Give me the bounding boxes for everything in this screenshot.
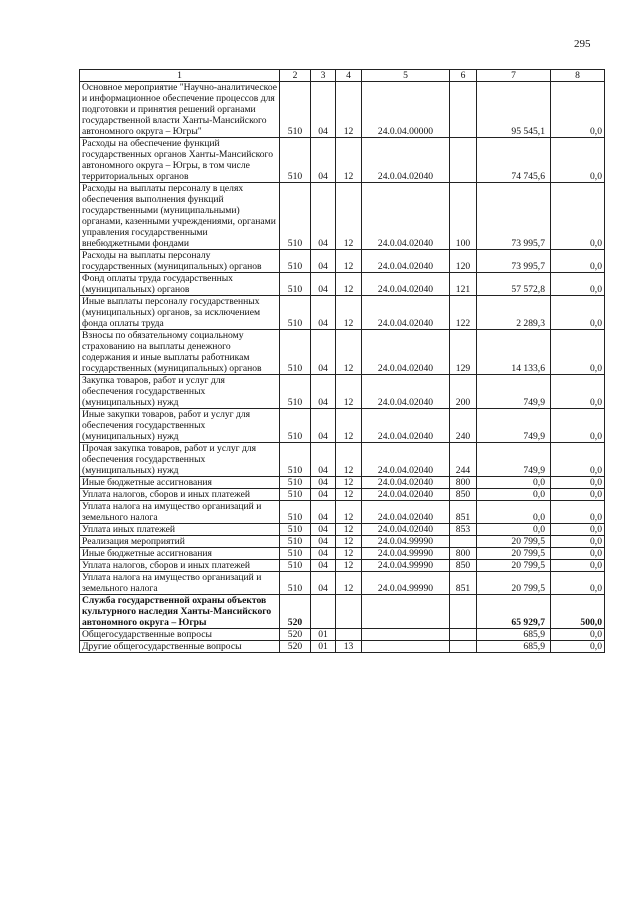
cell-code-target: 24.0.04.02040	[362, 524, 450, 536]
cell-amount: 0,0	[477, 501, 551, 524]
cell-code-subsection: 12	[336, 409, 362, 443]
cell-amount: 749,9	[477, 443, 551, 477]
cell-amount: 14 133,6	[477, 330, 551, 375]
cell-code-main: 510	[280, 548, 311, 560]
table-row	[80, 330, 605, 375]
cell-amount: 2 289,3	[477, 296, 551, 330]
cell-code-target: 24.0.04.02040	[362, 250, 450, 273]
table-row	[80, 477, 605, 489]
cell-amount: 73 995,7	[477, 183, 551, 250]
cell-code-section: 04	[311, 296, 336, 330]
cell-amount-extra: 0,0	[551, 560, 605, 572]
cell-code-target: 24.0.04.02040	[362, 489, 450, 501]
cell-code-expense: 120	[450, 250, 477, 273]
cell-amount: 73 995,7	[477, 250, 551, 273]
cell-code-target	[362, 595, 450, 629]
cell-code-expense: 850	[450, 560, 477, 572]
cell-amount: 685,9	[477, 629, 551, 641]
table-row	[80, 629, 605, 641]
cell-code-target: 24.0.04.02040	[362, 330, 450, 375]
cell-amount: 65 929,7	[477, 595, 551, 629]
cell-code-expense: 244	[450, 443, 477, 477]
cell-name: Фонд оплаты труда государственных (муниципальных) органов	[80, 273, 280, 296]
column-header: 4	[336, 70, 362, 82]
cell-code-main: 510	[280, 477, 311, 489]
cell-code-section: 04	[311, 443, 336, 477]
cell-amount-extra: 0,0	[551, 477, 605, 489]
cell-code-target: 24.0.04.02040	[362, 375, 450, 409]
cell-code-subsection	[336, 595, 362, 629]
column-header: 8	[551, 70, 605, 82]
cell-amount: 0,0	[477, 477, 551, 489]
table-row	[80, 443, 605, 477]
cell-code-section: 04	[311, 183, 336, 250]
cell-code-target: 24.0.04.00000	[362, 82, 450, 138]
cell-amount-extra: 0,0	[551, 375, 605, 409]
cell-code-target: 24.0.04.99990	[362, 572, 450, 595]
cell-code-main: 510	[280, 273, 311, 296]
cell-amount: 0,0	[477, 524, 551, 536]
cell-code-expense: 240	[450, 409, 477, 443]
cell-amount-extra: 0,0	[551, 330, 605, 375]
cell-amount: 57 572,8	[477, 273, 551, 296]
cell-code-subsection: 12	[336, 138, 362, 183]
cell-code-expense: 850	[450, 489, 477, 501]
table-body	[80, 82, 605, 653]
cell-code-target: 24.0.04.02040	[362, 183, 450, 250]
cell-amount-extra: 0,0	[551, 524, 605, 536]
cell-code-main: 510	[280, 82, 311, 138]
cell-code-target	[362, 629, 450, 641]
cell-code-subsection: 12	[336, 477, 362, 489]
cell-code-section: 04	[311, 524, 336, 536]
cell-name: Иные бюджетные ассигнования	[80, 548, 280, 560]
cell-code-target: 24.0.04.99990	[362, 536, 450, 548]
cell-code-section: 04	[311, 560, 336, 572]
cell-code-expense: 851	[450, 501, 477, 524]
cell-amount-extra: 500,0	[551, 595, 605, 629]
cell-name: Уплата налогов, сборов и иных платежей	[80, 489, 280, 501]
cell-code-subsection: 12	[336, 501, 362, 524]
cell-code-main: 510	[280, 296, 311, 330]
cell-code-main: 510	[280, 138, 311, 183]
cell-code-expense	[450, 595, 477, 629]
table-row	[80, 548, 605, 560]
cell-amount-extra: 0,0	[551, 489, 605, 501]
column-header: 3	[311, 70, 336, 82]
cell-code-expense	[450, 82, 477, 138]
cell-name: Иные закупки товаров, работ и услуг для обеспечения государственных (муниципальных) нужд	[80, 409, 280, 443]
cell-code-section: 04	[311, 330, 336, 375]
cell-code-target: 24.0.04.99990	[362, 560, 450, 572]
cell-code-target: 24.0.04.02040	[362, 409, 450, 443]
cell-amount-extra: 0,0	[551, 82, 605, 138]
cell-name: Расходы на выплаты персоналу государственных (муниципальных) органов	[80, 250, 280, 273]
table-row	[80, 489, 605, 501]
cell-code-expense: 121	[450, 273, 477, 296]
cell-code-expense	[450, 536, 477, 548]
cell-name: Закупка товаров, работ и услуг для обеспечения государственных (муниципальных) нужд	[80, 375, 280, 409]
cell-code-main: 510	[280, 536, 311, 548]
cell-amount: 749,9	[477, 375, 551, 409]
table-row	[80, 595, 605, 629]
table-row	[80, 138, 605, 183]
cell-amount-extra: 0,0	[551, 273, 605, 296]
cell-amount: 95 545,1	[477, 82, 551, 138]
cell-code-expense: 100	[450, 183, 477, 250]
table-row	[80, 560, 605, 572]
cell-code-subsection: 12	[336, 375, 362, 409]
column-header: 6	[450, 70, 477, 82]
cell-code-expense: 851	[450, 572, 477, 595]
column-header: 2	[280, 70, 311, 82]
cell-code-section: 04	[311, 250, 336, 273]
cell-code-section: 04	[311, 375, 336, 409]
cell-code-section: 04	[311, 82, 336, 138]
cell-code-subsection: 12	[336, 443, 362, 477]
cell-amount-extra: 0,0	[551, 501, 605, 524]
cell-name: Реализация мероприятий	[80, 536, 280, 548]
cell-name: Уплата налогов, сборов и иных платежей	[80, 560, 280, 572]
cell-amount-extra: 0,0	[551, 548, 605, 560]
table-row	[80, 375, 605, 409]
cell-code-main: 510	[280, 501, 311, 524]
cell-code-section: 04	[311, 138, 336, 183]
table-row	[80, 572, 605, 595]
cell-code-section: 04	[311, 409, 336, 443]
column-header: 1	[80, 70, 280, 82]
cell-amount-extra: 0,0	[551, 296, 605, 330]
cell-code-main: 510	[280, 250, 311, 273]
cell-code-target	[362, 641, 450, 653]
cell-name: Уплата налога на имущество организаций и земельного налога	[80, 572, 280, 595]
cell-code-expense: 800	[450, 548, 477, 560]
cell-amount: 685,9	[477, 641, 551, 653]
cell-code-expense	[450, 629, 477, 641]
cell-name: Иные бюджетные ассигнования	[80, 477, 280, 489]
cell-name: Общегосударственные вопросы	[80, 629, 280, 641]
cell-name: Уплата налога на имущество организаций и земельного налога	[80, 501, 280, 524]
cell-amount: 20 799,5	[477, 536, 551, 548]
cell-code-section: 01	[311, 629, 336, 641]
cell-name: Другие общегосударственные вопросы	[80, 641, 280, 653]
cell-amount-extra: 0,0	[551, 572, 605, 595]
cell-code-section: 04	[311, 536, 336, 548]
cell-name: Взносы по обязательному социальному страхованию на выплаты денежного содержания и иные выплаты работникам государственных (муниципальных) органов	[80, 330, 280, 375]
table-row	[80, 641, 605, 653]
cell-code-main: 510	[280, 524, 311, 536]
cell-code-subsection: 12	[336, 296, 362, 330]
cell-name: Расходы на обеспечение функций государственных органов Ханты-Мансийского автономного округа – Югры, в том числе территориальных органов	[80, 138, 280, 183]
cell-code-subsection: 12	[336, 250, 362, 273]
cell-code-section: 04	[311, 548, 336, 560]
cell-code-section: 01	[311, 641, 336, 653]
cell-code-main: 520	[280, 629, 311, 641]
page-number: 295	[574, 38, 591, 50]
cell-code-subsection	[336, 629, 362, 641]
cell-code-subsection: 12	[336, 183, 362, 250]
cell-code-section: 04	[311, 489, 336, 501]
cell-code-subsection: 12	[336, 536, 362, 548]
cell-name: Уплата иных платежей	[80, 524, 280, 536]
cell-code-section	[311, 595, 336, 629]
cell-code-expense: 129	[450, 330, 477, 375]
cell-code-main: 510	[280, 560, 311, 572]
cell-code-subsection: 12	[336, 572, 362, 595]
cell-code-target: 24.0.04.02040	[362, 477, 450, 489]
cell-name: Основное мероприятие "Научно-аналитическое и информационное обеспечение процессов для подготовки и принятия решений органами государственной власти Ханты-Мансийского автономного округа – Югры"	[80, 82, 280, 138]
cell-code-subsection: 12	[336, 489, 362, 501]
cell-amount-extra: 0,0	[551, 138, 605, 183]
table-row	[80, 536, 605, 548]
cell-code-target: 24.0.04.02040	[362, 296, 450, 330]
cell-amount-extra: 0,0	[551, 629, 605, 641]
cell-code-main: 510	[280, 443, 311, 477]
cell-code-subsection: 12	[336, 82, 362, 138]
cell-amount-extra: 0,0	[551, 536, 605, 548]
table-row	[80, 183, 605, 250]
cell-code-target: 24.0.04.02040	[362, 138, 450, 183]
cell-code-target: 24.0.04.02040	[362, 443, 450, 477]
cell-code-section: 04	[311, 273, 336, 296]
cell-code-expense: 122	[450, 296, 477, 330]
cell-code-main: 510	[280, 572, 311, 595]
cell-code-section: 04	[311, 572, 336, 595]
table-row	[80, 250, 605, 273]
cell-amount: 0,0	[477, 489, 551, 501]
cell-code-main: 510	[280, 375, 311, 409]
cell-name: Служба государственной охраны объектов культурного наследия Ханты-Мансийского автономного округа – Югры	[80, 595, 280, 629]
table-row	[80, 409, 605, 443]
cell-code-subsection: 12	[336, 548, 362, 560]
cell-code-main: 520	[280, 641, 311, 653]
budget-table	[79, 69, 605, 653]
cell-code-main: 510	[280, 489, 311, 501]
cell-code-expense: 200	[450, 375, 477, 409]
cell-code-section: 04	[311, 477, 336, 489]
cell-amount: 20 799,5	[477, 560, 551, 572]
cell-code-target: 24.0.04.99990	[362, 548, 450, 560]
cell-code-expense	[450, 641, 477, 653]
cell-amount-extra: 0,0	[551, 183, 605, 250]
cell-amount-extra: 0,0	[551, 409, 605, 443]
cell-name: Прочая закупка товаров, работ и услуг для обеспечения государственных (муниципальных) нужд	[80, 443, 280, 477]
cell-name: Расходы на выплаты персоналу в целях обеспечения выполнения функций государственными (муниципальными) органами, казенными учреждениями, органами управления государственными внебюджетными фондами	[80, 183, 280, 250]
column-header: 5	[362, 70, 450, 82]
table-row	[80, 273, 605, 296]
cell-amount-extra: 0,0	[551, 443, 605, 477]
cell-code-expense: 853	[450, 524, 477, 536]
cell-code-main: 510	[280, 183, 311, 250]
cell-code-main: 510	[280, 330, 311, 375]
cell-code-subsection: 13	[336, 641, 362, 653]
cell-amount-extra: 0,0	[551, 250, 605, 273]
cell-name: Иные выплаты персоналу государственных (муниципальных) органов, за исключением фонда оплаты труда	[80, 296, 280, 330]
cell-amount: 749,9	[477, 409, 551, 443]
cell-code-main: 510	[280, 409, 311, 443]
table-header-row	[80, 70, 605, 82]
table-row	[80, 296, 605, 330]
table-row	[80, 82, 605, 138]
cell-code-subsection: 12	[336, 560, 362, 572]
cell-amount: 20 799,5	[477, 572, 551, 595]
cell-code-target: 24.0.04.02040	[362, 273, 450, 296]
cell-amount: 20 799,5	[477, 548, 551, 560]
table-row	[80, 524, 605, 536]
cell-code-target: 24.0.04.02040	[362, 501, 450, 524]
cell-code-expense: 800	[450, 477, 477, 489]
cell-amount-extra: 0,0	[551, 641, 605, 653]
table-row	[80, 501, 605, 524]
column-header: 7	[477, 70, 551, 82]
cell-code-section: 04	[311, 501, 336, 524]
cell-code-subsection: 12	[336, 524, 362, 536]
cell-code-main: 520	[280, 595, 311, 629]
cell-code-subsection: 12	[336, 273, 362, 296]
cell-code-expense	[450, 138, 477, 183]
cell-amount: 74 745,6	[477, 138, 551, 183]
cell-code-subsection: 12	[336, 330, 362, 375]
